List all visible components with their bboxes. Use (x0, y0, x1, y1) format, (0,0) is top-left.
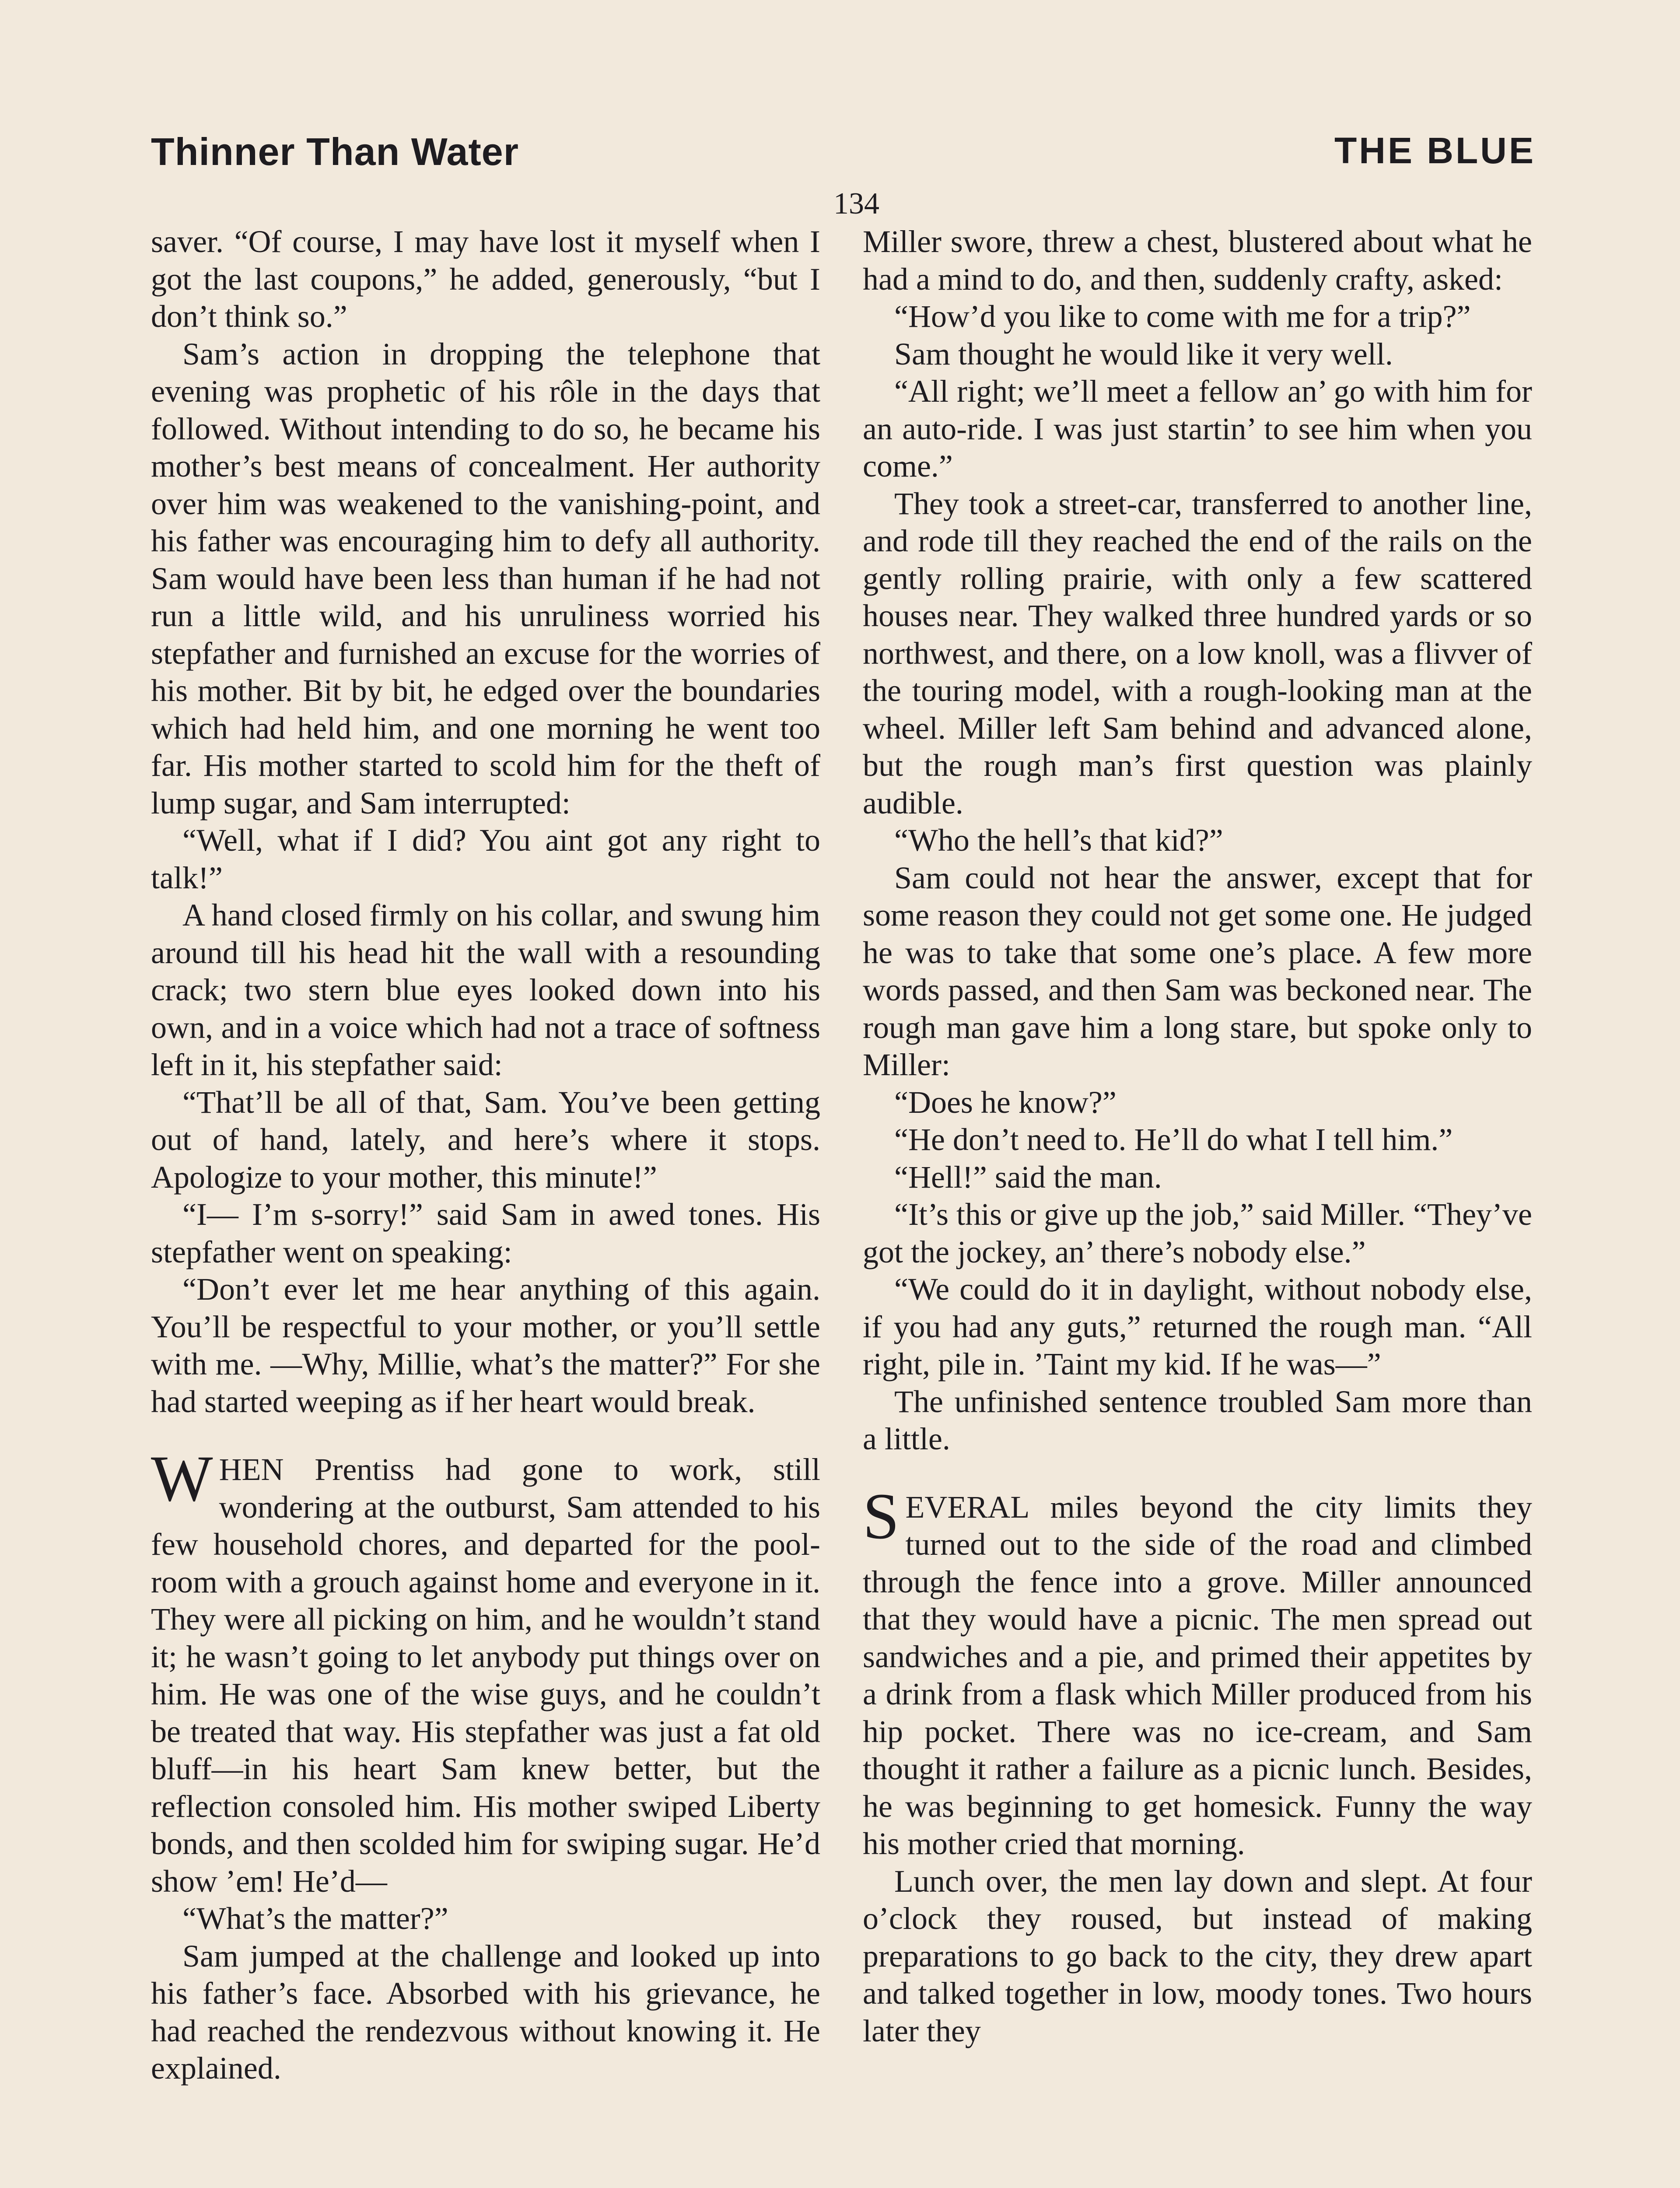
page-number: 134 (833, 187, 879, 221)
paragraph: The unfinished sentence troubled Sam more than a little. (863, 1384, 1532, 1456)
paragraph: “That’ll be all of that, Sam. You’ve been getting out of hand, lately, and here’s where it stops. Apologize to your mother, this minute!” (151, 1084, 820, 1195)
paragraph: A hand closed firmly on his collar, and swung him around till his head hit the wall with a resounding crack; two stern blue eyes looked down into his own, and in a voice which had not a trace of softness left in it, his stepfather said: (151, 898, 820, 1082)
paragraph: “It’s this or give up the job,” said Miller. “They’ve got the jockey, an’ there’s nobody else.” (863, 1197, 1532, 1269)
paragraph: “Don’t ever let me hear anything of this again. You’ll be respectful to your mother, or you’ll settle with me. —Why, Millie, what’s the matter?” For she had started weeping as if her heart would break. (151, 1272, 820, 1419)
paragraph: Sam jumped at the challenge and looked up into his father’s face. Absorbed with his grievance, he had reached the rendezvous without knowing it. He explained. (151, 1938, 820, 2086)
right-column (863, 223, 1532, 2050)
section-paragraph (863, 1480, 1532, 1863)
paragraph: “He don’t need to. He’ll do what I tell him.” (894, 1122, 1453, 1157)
drop-cap: S (863, 1480, 900, 1553)
paragraph: saver. “Of course, I may have lost it myself when I got the last coupons,” he added, generously, “but I don’t think so.” (151, 224, 820, 334)
section-paragraph (151, 1442, 820, 1900)
paragraph: Miller swore, threw a chest, blustered about what he had a mind to do, and then, suddenly crafty, asked: (863, 224, 1532, 297)
paragraph: “What’s the matter?” (182, 1901, 448, 1936)
paragraph-text: EVERAL miles beyond the city limits they turned out to the side of the road and climbed through the fence into a grove. Miller announced that they would have a picnic. The men spread out sandwiches and a pie, and primed their appetites by a drink from a flask which Miller produced from his hip pocket. There was no ice-cream, and Sam thought it rather a failure as a picnic lunch. Besides, he was beginning to get homesick. Funny the way his mother cried that morning. (863, 1489, 1532, 1861)
paragraph: They took a street-car, transferred to another line, and rode till they reached the end of the rails on the gently rolling prairie, with only a few scattered houses near. They walked three hundred yards or so northwest, and there, on a low knoll, was a flivver of the touring model, with a rough-looking man at the wheel. Miller left Sam behind and advanced alone, but the rough man’s first question was plainly audible. (863, 486, 1532, 820)
story-title: Thinner Than Water (151, 130, 519, 173)
drop-cap: W (151, 1442, 213, 1515)
paragraph: “How’d you like to come with me for a trip?” (894, 299, 1471, 334)
paragraph: “Does he know?” (894, 1084, 1116, 1120)
paragraph: Sam could not hear the answer, except that for some reason they could not get some one. He judged he was to take that some one’s place. A few more words passed, and then Sam was beckoned near. The rough man gave him a long stare, but spoke only to Miller: (863, 860, 1532, 1082)
paragraph: Sam’s action in dropping the telephone that evening was prophetic of his rôle in the days that followed. Without intending to do so, he became his mother’s best means of concealment. Her authority over him was weakened to the vanishing-point, and his father was encouraging him to defy all authority. Sam would have been less than human if he had not run a little wild, and his unruliness worried his stepfather and furnished an excuse for the worries of his mother. Bit by bit, he edged over the boundaries which had held him, and one morning he went too far. His mother started to scold him for the theft of lump sugar, and Sam interrupted: (151, 336, 820, 820)
paragraph: Sam thought he would like it very well. (894, 336, 1393, 372)
left-column (151, 223, 820, 2087)
magazine-name: THE BLUE (1334, 130, 1536, 171)
paragraph: “I— I’m s-sorry!” said Sam in awed tones. His stepfather went on speaking: (151, 1197, 820, 1269)
paragraph: “Hell!” said the man. (894, 1159, 1162, 1195)
paragraph: Lunch over, the men lay down and slept. At four o’clock they roused, but instead of making preparations to go back to the city, they drew apart and talked together in low, moody tones. Two hours later they (863, 1863, 1532, 2048)
paragraph: “We could do it in daylight, without nobody else, if you had any guts,” returned the rough man. “All right, pile in. ’Taint my kid. If he was—” (863, 1272, 1532, 1382)
paragraph: “Who the hell’s that kid?” (894, 823, 1223, 858)
paragraph: “Well, what if I did? You aint got any right to talk!” (151, 823, 820, 895)
paragraph: “All right; we’ll meet a fellow an’ go with him for an auto-ride. I was just startin’ to see him when you come.” (863, 374, 1532, 484)
paragraph-text: HEN Prentiss had gone to work, still wondering at the outburst, Sam attended to his few household chores, and departed for the pool-room with a grouch against home and everyone in it. They were all picking on him, and he wouldn’t stand it; he wasn’t going to let anybody put things over on him. He was one of the wise guys, and he couldn’t be treated that way. His stepfather was just a fat old bluff—in his heart Sam knew better, but the reflection consoled him. His mother swiped Liberty bonds, and then scolded him for swiping sugar. He’d show ’em! He’d— (151, 1452, 820, 1899)
